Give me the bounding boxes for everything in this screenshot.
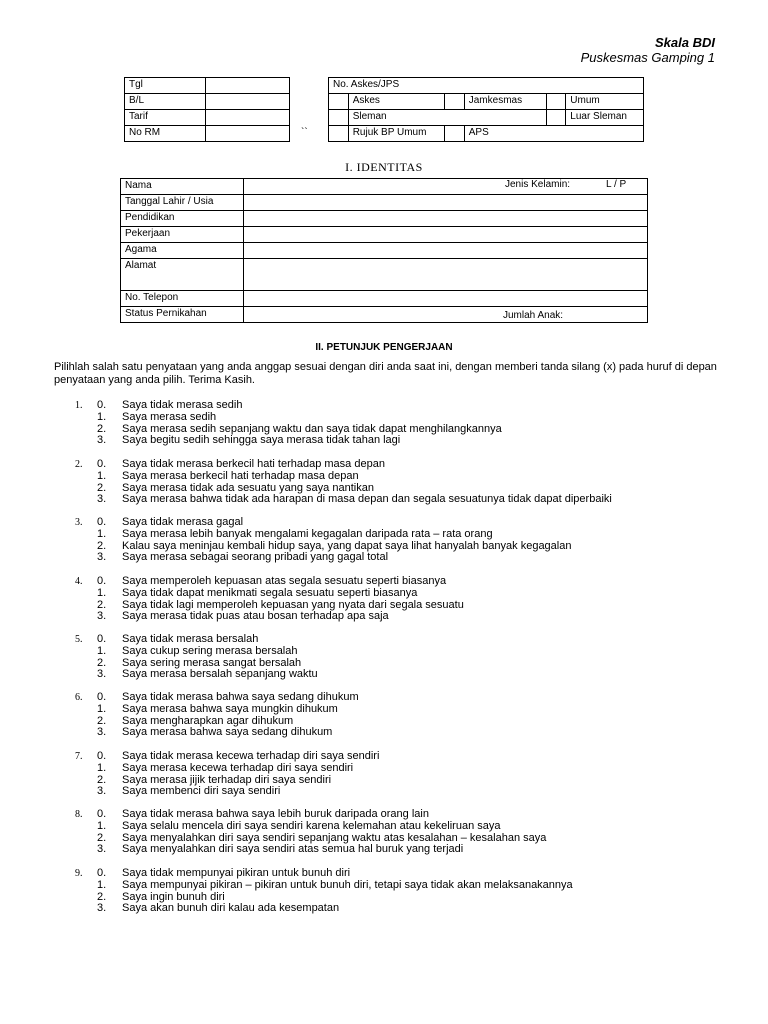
question-5	[75, 634, 735, 681]
label-no-askes: No. Askes/JPS	[329, 78, 644, 94]
question-6	[75, 692, 735, 739]
question-8	[75, 809, 735, 856]
option-text: Saya tidak merasa sedih	[122, 399, 243, 411]
label-jumlah-anak: Jumlah Anak:	[503, 310, 564, 321]
option-text: Saya tidak merasa kecewa terhadap diri saya sendiri	[122, 750, 380, 762]
option-text: Saya merasa berkecil hati terhadap masa depan	[122, 469, 359, 482]
option-text: Saya merasa bahwa saya mungkin dihukum	[122, 702, 338, 715]
label-no-rm: No RM	[125, 126, 206, 142]
question-number: 6.	[75, 692, 83, 703]
jamkesmas-checkbox[interactable]	[445, 94, 465, 110]
luar-sleman-checkbox[interactable]	[546, 110, 566, 126]
option-text: Saya merasa bersalah sepanjang waktu	[122, 668, 318, 681]
question-option[interactable]	[75, 786, 735, 798]
question-number: 9.	[75, 868, 83, 879]
form-subtitle: Puskesmas Gamping 1	[580, 50, 715, 65]
option-number: 1.	[97, 469, 107, 482]
option-text: Saya merasa bahwa saya sedang dihukum	[122, 726, 333, 739]
option-text: Saya tidak merasa gagal	[122, 516, 244, 528]
option-text: Saya merasa sedih	[122, 410, 217, 423]
question-option[interactable]	[75, 727, 735, 739]
admin-left-table	[124, 77, 290, 142]
option-number: 2.	[97, 481, 107, 494]
option-number: 0.	[97, 867, 107, 879]
no-telepon-field[interactable]	[244, 291, 648, 307]
option-number: 1.	[97, 761, 107, 774]
question-option[interactable]	[75, 494, 735, 506]
option-text: Saya menyalahkan diri saya sendiri atas semua hal buruk yang terjadi	[122, 843, 464, 856]
label-alamat: Alamat	[121, 259, 244, 291]
question-9	[75, 868, 735, 915]
sleman-checkbox[interactable]	[329, 110, 349, 126]
option-text: Kalau saya meninjau kembali hidup saya, yang dapat saya lihat hanyalah banyak kegagalan	[122, 539, 572, 552]
label-status-pernikahan: Status Pernikahan	[121, 307, 244, 323]
question-option[interactable]	[75, 611, 735, 623]
section-identitas-title: I. IDENTITAS	[345, 160, 423, 174]
option-text: Saya akan bunuh diri kalau ada kesempatan	[122, 902, 340, 915]
question-2	[75, 459, 735, 506]
option-number: 0.	[97, 458, 107, 470]
option-text: Saya tidak lagi memperoleh kepuasan yang nyata dari segala sesuatu	[122, 598, 464, 611]
option-number: 3.	[97, 726, 107, 739]
option-number: 3.	[97, 610, 107, 623]
option-text: Saya tidak merasa bahwa saya lebih buruk daripada orang lain	[122, 808, 429, 820]
jenis-kelamin-options[interactable]: L / P	[606, 179, 627, 190]
option-text: Saya sering merasa sangat bersalah	[122, 656, 302, 669]
label-sleman: Sleman	[348, 110, 546, 126]
instruction-text: Pilihlah salah satu penyataan yang anda anggap sesuai dengan diri anda saat ini, dengan memberi tanda silang (x) pada huruf di depan penyataan yang anda pilih. Terima Kasih.	[54, 361, 717, 386]
option-text: Saya merasa sedih sepanjang waktu dan saya tidak dapat menghilangkannya	[122, 422, 502, 435]
option-text: Saya ingin bunuh diri	[122, 890, 225, 903]
question-number: 4.	[75, 576, 83, 587]
option-text: Saya merasa tidak ada sesuatu yang saya nantikan	[122, 481, 374, 494]
umum-checkbox[interactable]	[546, 94, 566, 110]
option-number: 3.	[97, 668, 107, 681]
question-option[interactable]	[75, 435, 735, 447]
option-number: 2.	[97, 598, 107, 611]
option-text: Saya merasa lebih banyak mengalami kegagalan daripada rata – rata orang	[122, 527, 493, 540]
option-number: 3.	[97, 493, 107, 506]
question-7	[75, 751, 735, 798]
option-number: 0.	[97, 575, 107, 587]
label-pendidikan: Pendidikan	[121, 211, 244, 227]
option-text: Saya mempunyai pikiran – pikiran untuk bunuh diri, tetapi saya tidak akan melaksanakannya	[122, 878, 573, 891]
option-text: Saya merasa bahwa tidak ada harapan di masa depan dan segala sesuatunya tidak dapat diperbaiki	[122, 493, 612, 506]
tarif-field[interactable]	[206, 110, 290, 126]
option-text: Saya begitu sedih sehingga saya merasa tidak tahan lagi	[122, 434, 401, 447]
bl-field[interactable]	[206, 94, 290, 110]
label-tarif: Tarif	[125, 110, 206, 126]
option-text: Saya menyalahkan diri saya sendiri sepanjang waktu atas kesalahan – kesalahan saya	[122, 831, 547, 844]
option-number: 0.	[97, 808, 107, 820]
option-number: 0.	[97, 633, 107, 645]
aps-checkbox[interactable]	[445, 126, 465, 142]
label-rujuk: Rujuk BP Umum	[348, 126, 444, 142]
nama-field[interactable]	[244, 179, 648, 195]
option-text: Saya merasa jijik terhadap diri saya sendiri	[122, 773, 332, 786]
label-jenis-kelamin: Jenis Kelamin:	[505, 179, 571, 190]
option-text: Saya tidak merasa bersalah	[122, 633, 259, 645]
askes-checkbox[interactable]	[329, 94, 349, 110]
tgl-field[interactable]	[206, 78, 290, 94]
option-text: Saya merasa kecewa terhadap diri saya sendiri	[122, 761, 354, 774]
question-3	[75, 517, 735, 564]
option-number: 2.	[97, 656, 107, 669]
question-number: 8.	[75, 809, 83, 820]
option-number: 1.	[97, 819, 107, 832]
question-number: 3.	[75, 517, 83, 528]
alamat-field[interactable]	[244, 259, 648, 291]
option-text: Saya merasa sebagai seorang pribadi yang gagal total	[122, 551, 389, 564]
label-jamkesmas: Jamkesmas	[464, 94, 546, 110]
label-bl: B/L	[125, 94, 206, 110]
status-pernikahan-field[interactable]	[244, 307, 648, 323]
option-number: 1.	[97, 702, 107, 715]
option-number: 0.	[97, 399, 107, 411]
tanggal-lahir-field[interactable]	[244, 195, 648, 211]
label-tanggal-lahir: Tanggal Lahir / Usia	[121, 195, 244, 211]
option-number: 1.	[97, 410, 107, 423]
option-number: 3.	[97, 551, 107, 564]
option-number: 3.	[97, 902, 107, 915]
option-number: 1.	[97, 586, 107, 599]
option-number: 0.	[97, 750, 107, 762]
label-no-telepon: No. Telepon	[121, 291, 244, 307]
label-tgl: Tgl	[125, 78, 206, 94]
option-number: 1.	[97, 644, 107, 657]
option-number: 2.	[97, 539, 107, 552]
label-nama: Nama	[121, 179, 244, 195]
option-number: 2.	[97, 773, 107, 786]
option-number: 2.	[97, 714, 107, 727]
question-4	[75, 576, 735, 623]
question-number: 1.	[75, 400, 83, 411]
identity-table	[120, 178, 648, 323]
question-number: 7.	[75, 751, 83, 762]
option-text: Saya tidak merasa berkecil hati terhadap masa depan	[122, 458, 385, 470]
admin-mark: ``	[301, 127, 308, 138]
form-title: Skala BDI	[655, 35, 715, 50]
option-number: 1.	[97, 527, 107, 540]
label-askes: Askes	[348, 94, 444, 110]
option-number: 3.	[97, 434, 107, 447]
option-number: 1.	[97, 878, 107, 891]
label-pekerjaan: Pekerjaan	[121, 227, 244, 243]
option-text: Saya tidak dapat menikmati segala sesuatu seperti biasanya	[122, 586, 418, 599]
section-petunjuk-title: II. PETUNJUK PENGERJAAN	[315, 342, 453, 353]
label-luar-sleman: Luar Sleman	[566, 110, 644, 126]
question-number: 5.	[75, 634, 83, 645]
option-number: 2.	[97, 831, 107, 844]
option-text: Saya selalu mencela diri saya sendiri karena kelemahan atau kekeliruan saya	[122, 819, 501, 832]
question-number: 2.	[75, 459, 83, 470]
rujuk-checkbox[interactable]	[329, 126, 349, 142]
option-text: Saya cukup sering merasa bersalah	[122, 644, 298, 657]
question-1	[75, 400, 735, 447]
option-text: Saya membenci diri saya sendiri	[122, 785, 281, 798]
label-agama: Agama	[121, 243, 244, 259]
label-umum: Umum	[566, 94, 644, 110]
option-number: 2.	[97, 422, 107, 435]
no-rm-field[interactable]	[206, 126, 290, 142]
option-number: 3.	[97, 843, 107, 856]
option-number: 0.	[97, 691, 107, 703]
admin-right-table	[328, 77, 644, 142]
option-number: 3.	[97, 785, 107, 798]
option-text: Saya memperoleh kepuasan atas segala sesuatu seperti biasanya	[122, 575, 447, 587]
question-option[interactable]	[75, 844, 735, 856]
option-number: 0.	[97, 516, 107, 528]
option-text: Saya tidak merasa bahwa saya sedang dihukum	[122, 691, 359, 703]
option-text: Saya tidak mempunyai pikiran untuk bunuh diri	[122, 867, 351, 879]
pekerjaan-field[interactable]	[244, 227, 648, 243]
option-text: Saya mengharapkan agar dihukum	[122, 714, 294, 727]
question-option[interactable]	[75, 669, 735, 681]
option-number: 2.	[97, 890, 107, 903]
agama-field[interactable]	[244, 243, 648, 259]
question-option[interactable]	[75, 903, 735, 915]
question-option[interactable]	[75, 552, 735, 564]
label-aps: APS	[464, 126, 643, 142]
pendidikan-field[interactable]	[244, 211, 648, 227]
option-text: Saya merasa tidak puas atau bosan terhadap apa saja	[122, 610, 389, 623]
